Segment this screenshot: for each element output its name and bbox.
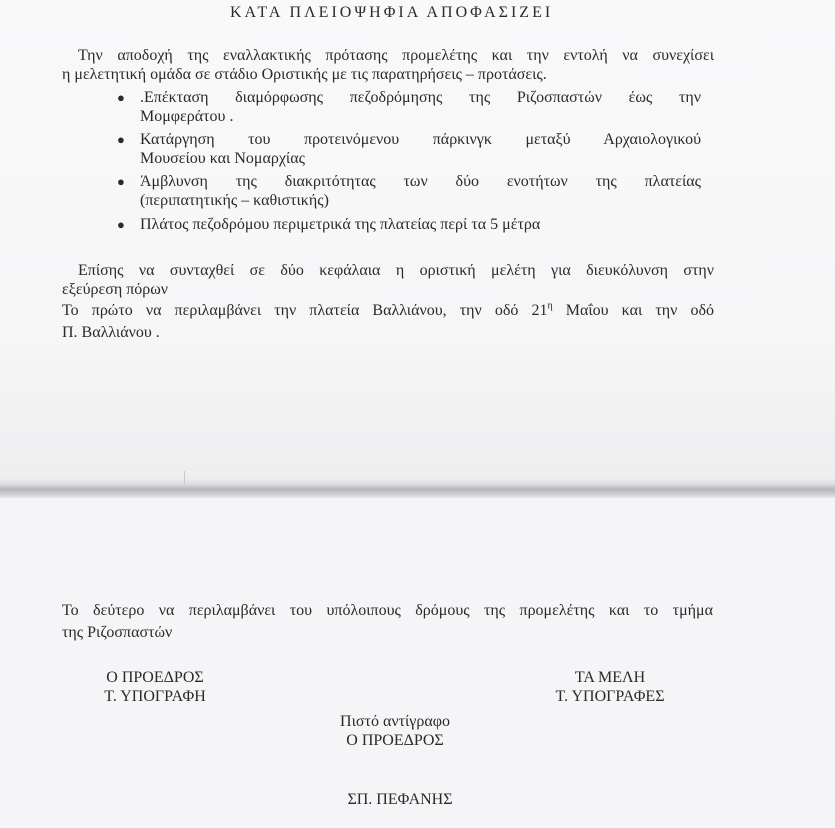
president-name: ΣΠ. ΠΕΦΑΝΗΣ: [347, 791, 453, 808]
paragraph-4-line-2: της Ριζοσπαστών: [62, 624, 173, 641]
paragraph-4-line-1: Το δεύτερο να περιλαμβάνει του υπόλοιπους δρόμους της προμελέτης και το τμήμα: [62, 602, 713, 619]
scan-mark: [184, 471, 185, 485]
paragraph-3-prefix: Το πρώτο να περιλαμβάνει την πλατεία Βαλλιάνου, την οδό 21: [62, 302, 548, 319]
members-signature: Τ. ΥΠΟΓΡΑΦΕΣ: [555, 688, 665, 705]
certified-copy-president: Ο ΠΡΟΕΔΡΟΣ: [346, 732, 444, 749]
president-signature: Τ. ΥΠΟΓΡΑΦΗ: [104, 688, 206, 705]
bullet-1-line-1: .Επέκταση διαμόρφωσης πεζοδρόμησης της Ριζοσπαστών έως την: [140, 89, 701, 106]
page-bottom-section: [0, 498, 835, 828]
bullet-3-line-2: (περιπατητικής – καθιστικής): [140, 192, 329, 209]
bullet-4-line-1: Πλάτος πεζοδρόμου περιμετρικά της πλατείας περί τα 5 μέτρα: [140, 216, 541, 233]
bullet-1-line-2: Μομφεράτου .: [140, 108, 234, 125]
paragraph-2-line-1: Επίσης να συνταχθεί σε δύο κεφάλαια η οριστική μελέτη για διευκόλυνση στην: [78, 262, 714, 279]
paragraph-2-line-2: εξεύρεση πόρων: [62, 281, 169, 298]
bullet-dot-icon: ●: [117, 217, 125, 232]
paragraph-3-suffix: Μαΐου και την οδό: [552, 302, 715, 319]
decision-heading: ΚΑΤΑ ΠΛΕΙΟΨΗΦΙΑ ΑΠΟΦΑΣΙΖΕΙ: [230, 4, 554, 21]
bullet-3-line-1: Άμβλυνση της διακριτότητας των δύο ενοτήτων της πλατείας: [140, 173, 701, 190]
page-divider: [0, 478, 835, 498]
members-title: ΤΑ ΜΕΛΗ: [574, 669, 646, 686]
paragraph-3-line-2: Π. Βαλλιάνου .: [62, 324, 160, 341]
ordinal-superscript: η: [547, 300, 553, 312]
bullet-2-line-2: Μουσείου και Νομαρχίας: [140, 150, 305, 167]
bullet-dot-icon: ●: [117, 174, 125, 189]
bullet-dot-icon: ●: [117, 132, 125, 147]
bullet-2-line-1: Κατάργηση του προτεινόμενου πάρκινγκ μεταξύ Αρχαιολογικού: [140, 131, 701, 148]
president-title: Ο ΠΡΟΕΔΡΟΣ: [106, 669, 204, 686]
paragraph-3-line-1: [62, 301, 714, 320]
intro-line-1: Την αποδοχή της εναλλακτικής πρότασης προμελέτης και την εντολή να συνεχίσει: [78, 47, 714, 64]
intro-line-2: η μελετητική ομάδα σε στάδιο Οριστικής με τις παρατηρήσεις – προτάσεις.: [62, 66, 547, 83]
bullet-dot-icon: ●: [117, 90, 125, 105]
certified-copy-label: Πιστό αντίγραφο: [340, 713, 450, 730]
